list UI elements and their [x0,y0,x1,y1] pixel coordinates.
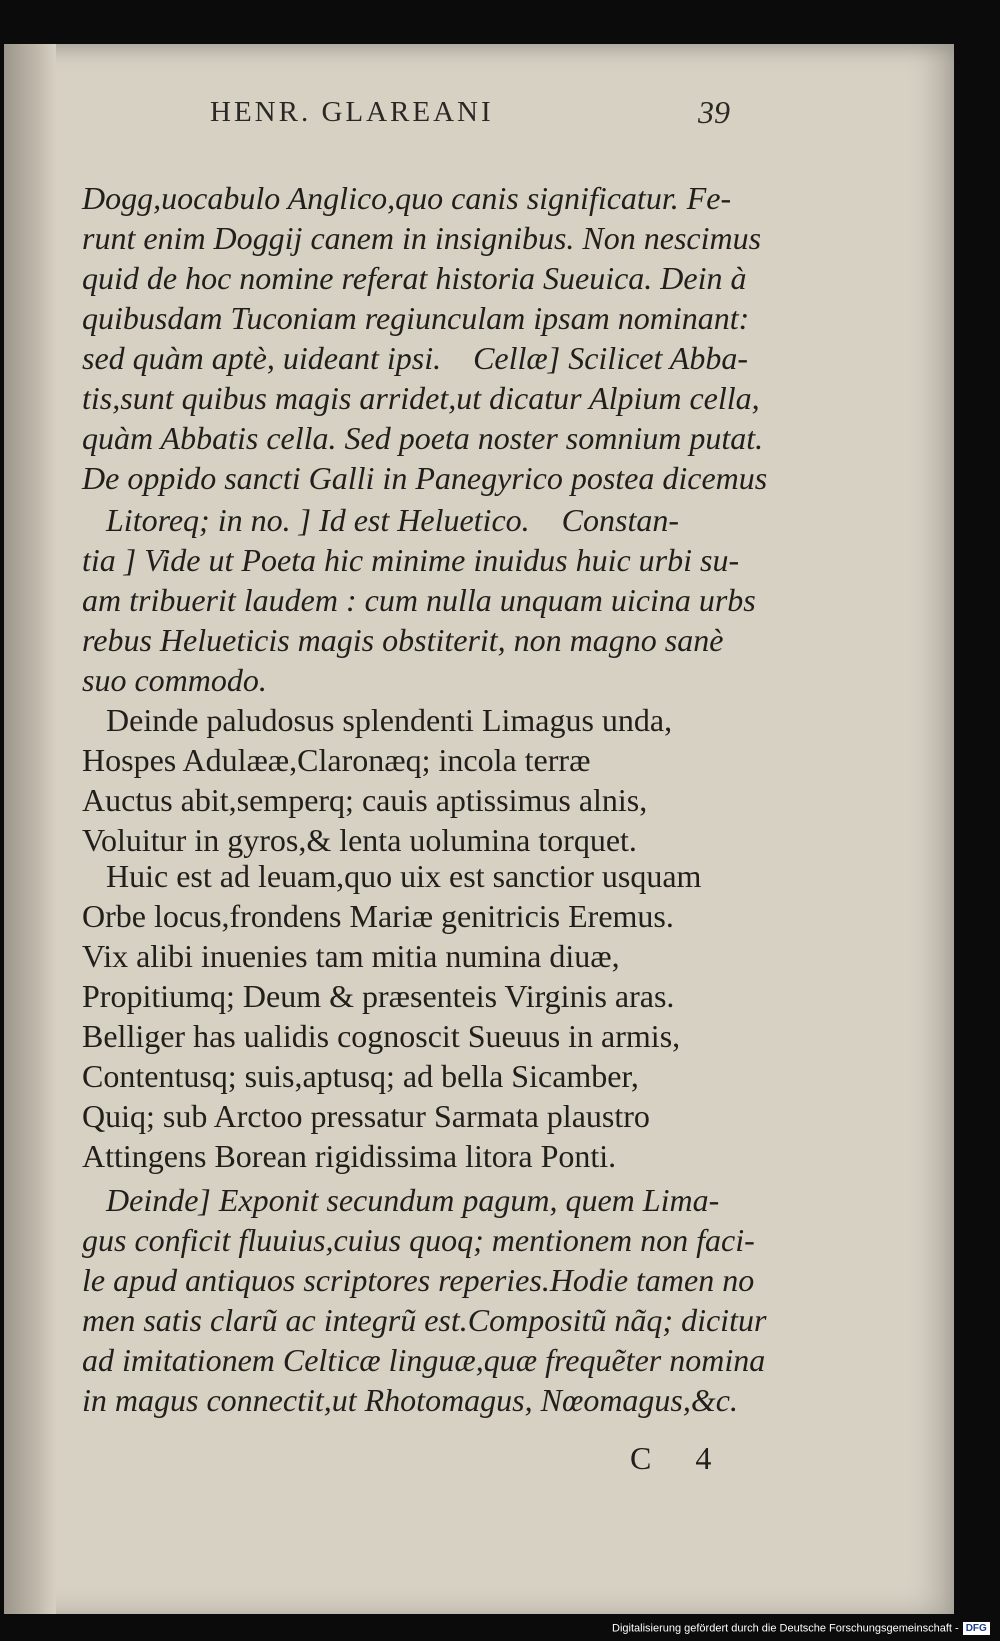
text-line: Belliger has ualidis cognoscit Sueuus in armis, [82,1018,681,1054]
text-line: sed quàm aptè, uideant ipsi. Cellæ] Scilicet Abba- [82,340,748,376]
text-line: Quiq; sub Arctoo pressatur Sarmata plaustro [82,1098,650,1134]
text-line: Dogg,uocabulo Anglico,quo canis significatur. Fe- [82,180,732,216]
text-line: men satis clarũ ac integrũ est.Compositũ nãq; dicitur [82,1302,767,1338]
text-line: Auctus abit,semperq; cauis aptissimus alnis, [82,782,648,818]
text-line: Contentusq; suis,aptusq; ad bella Sicamber, [82,1058,639,1094]
credit-text: Digitalisierung gefördert durch die Deutsche Forschungsgemeinschaft - [612,1622,959,1635]
text-line: tia ] Vide ut Poeta hic minime inuidus huic urbi su- [82,542,740,578]
text-line: quàm Abbatis cella. Sed poeta noster somnium putat. [82,420,764,456]
text-line: quid de hoc nomine referat historia Sueuica. Dein à [82,260,747,296]
text-line: am tribuerit laudem : cum nulla unquam uicina urbs [82,582,756,618]
page-gutter [4,44,56,1614]
text-line: tis,sunt quibus magis arridet,ut dicatur Alpium cella, [82,380,760,416]
text-line: Deinde paludosus splendenti Limagus unda, [82,702,673,738]
dfg-logo: DFG [963,1622,990,1635]
text-line: rebus Helueticis magis obstiterit, non magno sanè [82,622,724,658]
text-line: gus conficit fluuius,cuius quoq; mentionem non faci- [82,1222,755,1258]
digitization-credit [612,1622,990,1638]
text-line: le apud antiquos scriptores reperies.Hodie tamen no [82,1262,755,1298]
text-line: Huic est ad leuam,quo uix est sanctior usquam [82,858,702,894]
text-line: De oppido sancti Galli in Panegyrico postea dicemus [82,460,768,496]
text-line: Attingens Borean rigidissima litora Ponti. [82,1138,617,1174]
text-line: ad imitationem Celticæ linguæ,quæ frequẽter nomina [82,1342,766,1378]
page-number: 39 [698,94,730,130]
text-line: suo commodo. [82,662,267,698]
text-line: Litoreq; in no. ] Id est Heluetico. Constan- [82,502,679,538]
signature-mark: C 4 [630,1440,730,1476]
text-line: in magus connectit,ut Rhotomagus, Nœomagus,&c. [82,1382,738,1418]
text-line: Voluitur in gyros,& lenta uolumina torquet. [82,822,637,858]
text-line: quibusdam Tuconiam regiunculam ipsam nominant: [82,300,750,336]
text-line: Deinde] Exponit secundum pagum, quem Lima- [82,1182,720,1218]
header-title: HENR. GLAREANI [210,96,494,128]
text-line: Propitiumq; Deum & præsenteis Virginis aras. [82,978,675,1014]
text-line: Orbe locus,frondens Mariæ genitricis Eremus. [82,898,674,934]
running-header [210,96,730,136]
text-line: runt enim Doggij canem in insignibus. Non nescimus [82,220,762,256]
text-line: Vix alibi inuenies tam mitia numina diuæ, [82,938,620,974]
text-line: Hospes Adulææ,Claronæq; incola terræ [82,742,591,778]
